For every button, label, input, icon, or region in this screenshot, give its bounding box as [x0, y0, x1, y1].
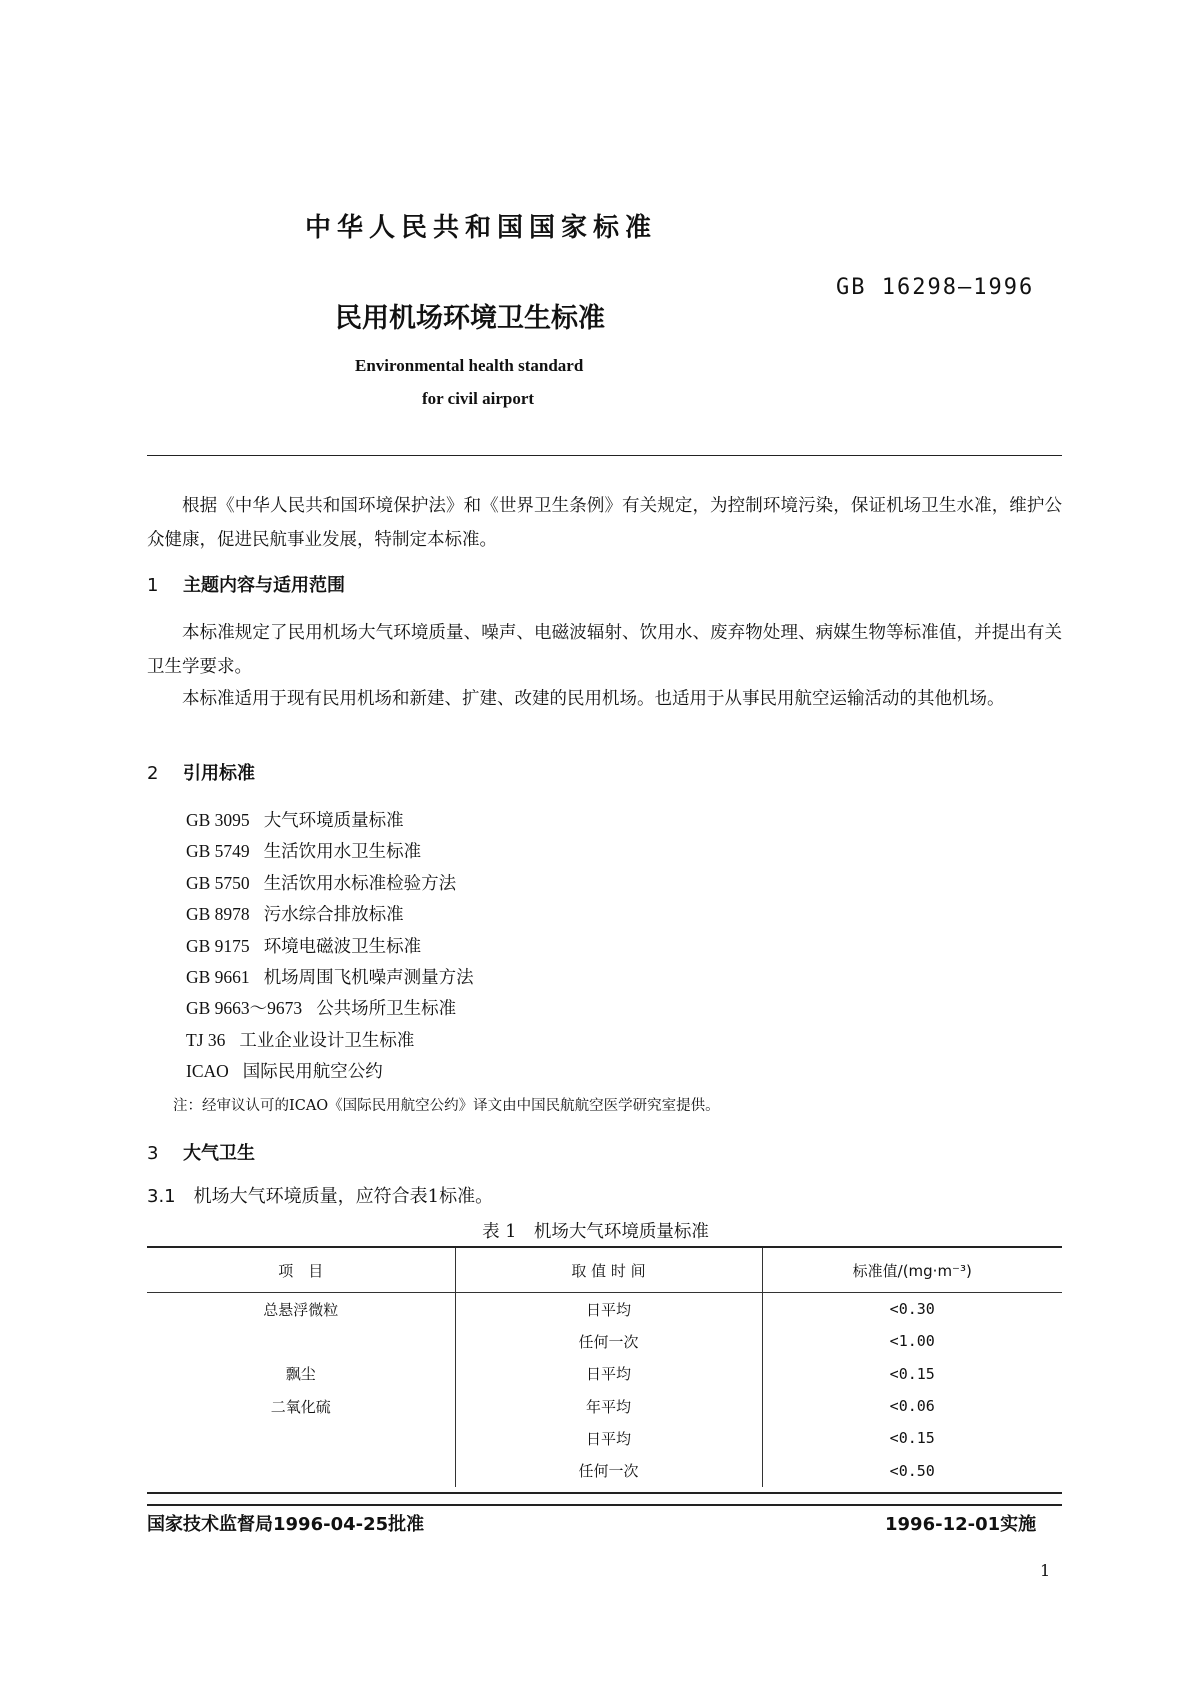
table-caption: 表 1 机场大气环境质量标准 [482, 1222, 709, 1242]
column-header-standard-value: 标准值/(mg·m⁻³) [762, 1248, 1062, 1293]
section-title: 大气卫生 [183, 1143, 255, 1164]
reference-item [186, 1025, 474, 1056]
cell-period: 日平均 [455, 1358, 762, 1390]
reference-item [186, 836, 474, 867]
section-3-heading [147, 1139, 255, 1165]
cell-period: 日平均 [455, 1422, 762, 1454]
reference-code: GB 3095 [186, 810, 250, 830]
cell-period: 任何一次 [455, 1454, 762, 1486]
table-header-row [147, 1248, 1062, 1293]
air-quality-table [147, 1246, 1062, 1494]
reference-item [186, 899, 474, 930]
section-number: 3 [147, 1143, 159, 1164]
cell-value: <1.00 [762, 1325, 1062, 1357]
reference-item [186, 931, 474, 962]
table-row [147, 1454, 1062, 1486]
reference-name: 生活饮用水标准检验方法 [263, 873, 457, 894]
reference-name: 污水综合排放标准 [263, 905, 404, 926]
table-row [147, 1358, 1062, 1390]
cell-period: 年平均 [455, 1390, 762, 1422]
intro-paragraph: 根据《中华人民共和国环境保护法》和《世界卫生条例》有关规定，为控制环境污染，保证机场卫生水准，维护公众健康，促进民航事业发展，特制定本标准。 [147, 496, 1062, 550]
cell-period: 任何一次 [455, 1325, 762, 1357]
section-title: 引用标准 [183, 763, 255, 784]
reference-name: 生活饮用水卫生标准 [263, 842, 422, 863]
reference-code: GB 5750 [186, 872, 250, 893]
cell-period: 日平均 [455, 1293, 762, 1326]
clause-3-1 [147, 1182, 493, 1208]
reference-code: ICAO [186, 1061, 229, 1082]
reference-code: GB 9175 [186, 935, 250, 956]
column-header-item: 项 目 [147, 1248, 455, 1293]
standard-number: GB 16298—1996 [836, 275, 1035, 300]
reference-item [186, 805, 474, 836]
reference-name: 国际民用航空公约 [242, 1062, 383, 1083]
cell-item [147, 1422, 455, 1454]
section-1-paragraph-2: 本标准适用于现有民用机场和新建、扩建、改建的民用机场。也适用于从事民用航空运输活动的其他机场。 [182, 689, 1005, 709]
english-title-line-1: Environmental health standard [355, 356, 584, 375]
reference-name: 大气环境质量标准 [263, 811, 404, 831]
cell-item: 总悬浮微粒 [263, 1300, 339, 1319]
reference-item [186, 993, 474, 1024]
reference-code: GB 9661 [186, 966, 250, 987]
reference-name: 公共场所卫生标准 [316, 999, 457, 1020]
clause-number: 3.1 [147, 1186, 176, 1207]
reference-note: 注：经审议认可的ICAO《国际民用航空公约》译文由中国民航航空医学研究室提供。 [173, 1098, 720, 1114]
section-title: 主题内容与适用范围 [183, 575, 345, 596]
title-divider [147, 455, 1062, 456]
reference-item [186, 962, 474, 993]
table-row [147, 1293, 1062, 1326]
footer-divider [147, 1504, 1062, 1506]
document-title: 民用机场环境卫生标准 [335, 303, 605, 334]
table-row [147, 1390, 1062, 1422]
table-row [147, 1422, 1062, 1454]
section-number: 2 [147, 763, 159, 784]
reference-name: 工业企业设计卫生标准 [239, 1030, 415, 1051]
reference-item [186, 1056, 474, 1087]
cell-value: <0.30 [762, 1293, 1062, 1326]
reference-name: 机场周围飞机噪声测量方法 [263, 967, 474, 988]
reference-code: TJ 36 [186, 1029, 226, 1050]
cell-item: 飘尘 [285, 1365, 316, 1384]
cell-value: <0.15 [762, 1422, 1062, 1454]
section-number: 1 [147, 575, 159, 596]
reference-code: GB 5749 [186, 841, 250, 862]
reference-code: GB 8978 [186, 904, 250, 925]
cell-item: 二氧化硫 [270, 1397, 331, 1416]
cell-value: <0.06 [762, 1390, 1062, 1422]
section-1-heading [147, 571, 345, 597]
cell-item [147, 1325, 455, 1357]
reference-code: GB 9663～9673 [186, 998, 303, 1019]
cell-value: <0.15 [762, 1358, 1062, 1390]
page-number: 1 [1040, 1561, 1051, 1580]
table [147, 1248, 1062, 1487]
cell-value: <0.50 [762, 1454, 1062, 1486]
section-2-heading [147, 759, 255, 785]
column-header-period: 取 值 时 间 [455, 1248, 762, 1293]
english-title-line-2: for civil airport [422, 389, 535, 408]
implementation-date: 1996-12-01实施 [885, 1514, 1037, 1535]
reference-item [186, 868, 474, 899]
cell-item [147, 1454, 455, 1486]
table-row [147, 1325, 1062, 1357]
clause-text: 机场大气环境质量，应符合表1标准。 [193, 1186, 494, 1207]
section-1-paragraph-1: 本标准规定了民用机场大气环境质量、噪声、电磁波辐射、饮用水、废弃物处理、病媒生物等标准值，并提出有关卫生学要求。 [147, 623, 1062, 677]
national-standard-header: 中华人民共和国国家标准 [305, 213, 658, 243]
reference-name: 环境电磁波卫生标准 [263, 936, 422, 957]
reference-list [186, 805, 474, 1088]
approval-date: 国家技术监督局1996-04-25批准 [147, 1514, 425, 1535]
